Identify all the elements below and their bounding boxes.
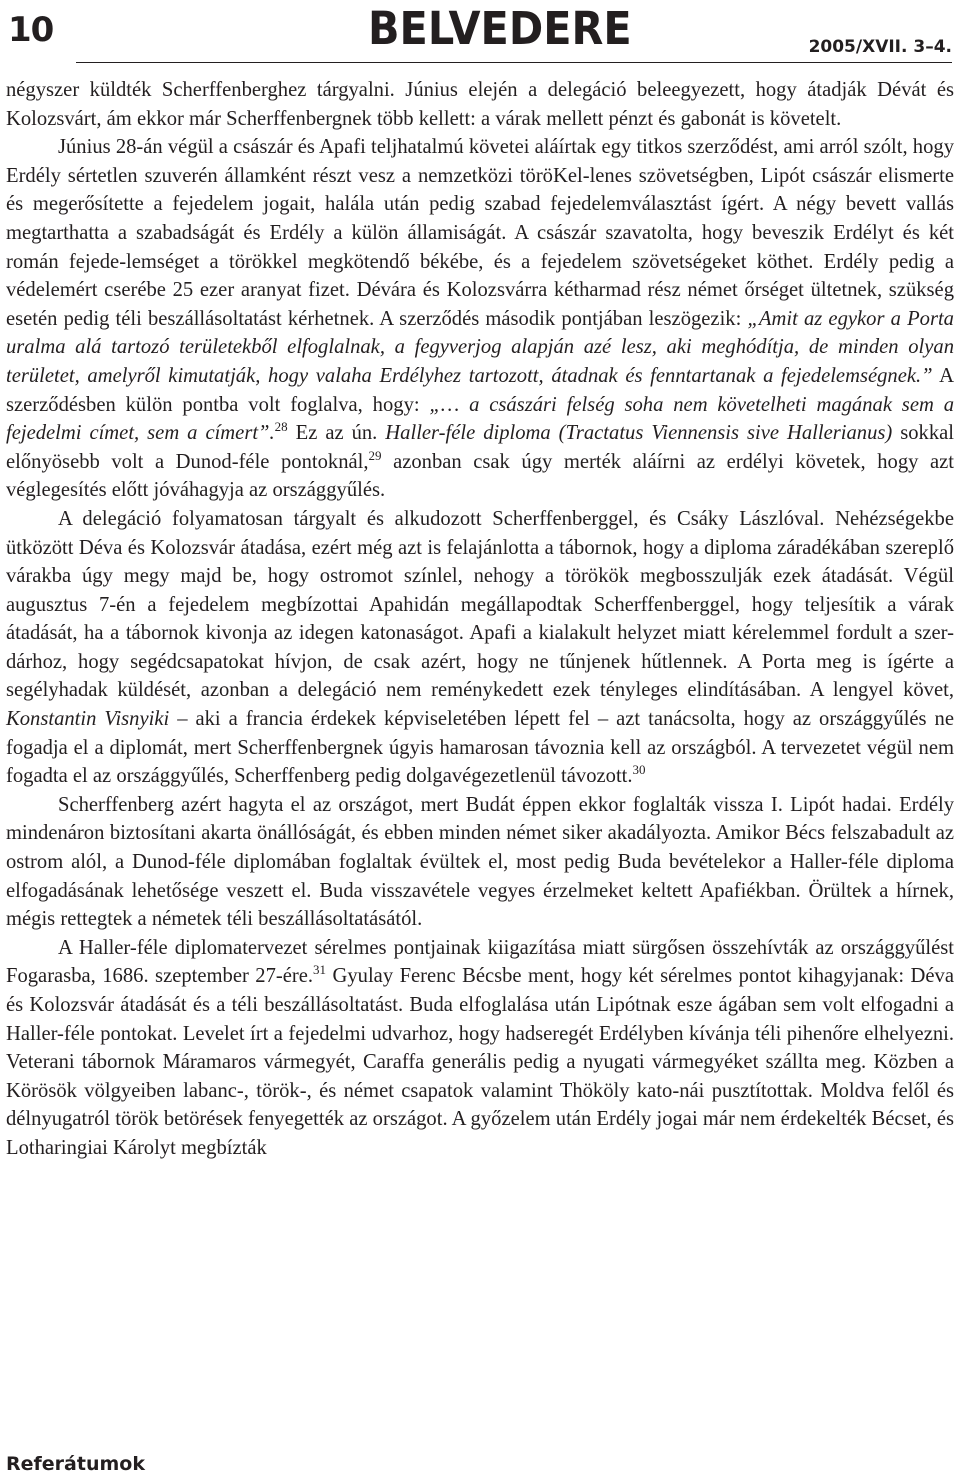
footnote-ref-31: 31: [313, 962, 327, 978]
footnote-ref-29: 29: [368, 447, 382, 463]
header-rule: [76, 62, 952, 63]
issue-number: 2005/XVII. 3–4.: [808, 37, 952, 57]
masthead-logo: BELVEDERE: [368, 2, 632, 55]
quote-2: „… a császári felség soha nem követelheti magának sem a fejedelmi címet, sem a címert”.: [6, 393, 954, 445]
paragraph-2-text-d: sokkal előnyösebb volt a Dunod-féle pontoknál,: [6, 422, 954, 473]
paragraph-3-text-b: – aki a francia érdekek képviseletében lépett fel – azt tanácsolta, hogy az országgyűlés ne fogadja el a diplomát, mert Scherffenbergnek úgyis hamarosan távoznia kell az országból. A tervezetet végül nem fogadta el az országgyűlés, Scherffenberg pedig dolgavégezetlenül távozott.: [6, 708, 954, 788]
paragraph-4: Scherffenberg azért hagyta el az országot, mert Budát éppen ekkor foglalták vissza I. Lipót hadai. Erdély mindenáron biztosítani akarta önállóságát, és ebben minden német siker akadályozta. Amikor Bécs felszabadult az ostrom alól, a Dunod-féle diplomában foglaltak évültek el, most pedig Buda bevételekor a Haller-féle diploma elfogadásának lehetősége veszett el. Buda visszavétele vegyes érzelmeket keltett Apafiékban. Örültek a hírnek, mégis rettegtek a németek téli beszállásoltatásától.: [6, 793, 954, 931]
paragraph-2-text-c: Ez az ún.: [287, 422, 386, 445]
footnote-ref-28: 28: [274, 419, 288, 435]
paragraph-2-text-e: azonban csak úgy merték aláírni az erdélyi követek, hogy azt véglegesítés előtt jóváhagyja az országgyűlés.: [6, 450, 954, 502]
paragraph-3: [6, 505, 954, 791]
person-name: Konstantin Visnyiki: [6, 708, 170, 731]
paragraph-2-text-b: A szerződésben külön pontba volt foglalva, hogy:: [6, 364, 954, 416]
section-footer: Referátumok: [6, 1453, 145, 1475]
paragraph-2: [6, 133, 954, 505]
paragraph-1: négyszer küldték Scherffenberghez tárgyalni. Június elején a delegáció beleegyezett, hogy átadják Dévát és Kolozsvárt, ám ekkor már Scherffenbergnek több kellett: a várak mellett pénzt és gabonát is követelt.: [6, 79, 954, 130]
paragraph-2-text-a: Június 28-án végül a császár és Apafi teljhatalmú követei aláírtak egy titkos szerződést, ami arról szólt, hogy Erdély sértetlen szuverén államként részt vesz a nemzetközi töröKel-lenes szövetségben, Lipót császár elismerte és megerősítette a fejedelem jogait, halála után pedig szabad fejedelemválasztást ígért. A négy bevett vallás megtarthatta a szabadságát és Erdély a külön államiságát. A császár szavatolta, hogy beveszik Erdélyt és két román fejede-lemséget a törökkel megkötendő békébe, és a fejedelem szövetségeket köthet. Erdély pedig a védelemért cserébe 25 ezer aranyat fizet. Dévára és Kolozsvárra kétharmad rész német őrséget ültetnek, szükség esetén pedig téli beszállásoltatást kérhetnek. A szerződés második pontjában leszögezik:: [6, 136, 954, 330]
paragraph-5-text-a: A Haller-féle diplomatervezet sérelmes pontjainak kiigazítása miatt sürgősen összehívták az országgyűlést Fogarasba, 1686. szeptember 27-ére.: [6, 936, 954, 988]
paragraph-5-text-b: Gyulay Ferenc Bécsbe ment, hogy két sérelmes pontot kihagyjanak: Déva és Kolozsvár átadását és a téli beszállásoltatást. Buda elfoglalása után Lipótnak esze ágában sem volt elfogadni a Haller-féle pontokat. Levelet írt a fejedelmi udvarhoz, hogy hadseregét Erdélyben kívánja téli pihenőre elhelyezni. Veterani tábornok Máramaros vármegyét, Caraffa generális pedig a nyugati vármegyéket szállta meg. Közben a Körösök völgyeiben labanc-, török-, és német csapatok valamint Thököly kato-nái pusztítottak. Moldva felől és délnyugatról török betörések fenyegették az országot. A győzelem után Erdély jogai már nem érdekelték Bécset, és Lotharingiai Károlyt megbízták: [6, 965, 954, 1159]
article-body: [6, 76, 954, 1163]
page-header: [0, 0, 960, 72]
quote-1: „Amit az egykor a Porta uralma alá tartozó területekből elfoglalnak, a fegyverjog alapján azé lesz, aki meghódítja, de minden olyan területet, amelyről kimutatják, hogy valaha Erdélyhez tartozott, átadnak és fenntartanak a fejedelemségnek.”: [6, 307, 954, 387]
paragraph-5: [6, 934, 954, 1163]
footnote-ref-30: 30: [632, 762, 646, 778]
paragraph-3-text-a: A delegáció folyamatosan tárgyalt és alkudozott Scherffenberggel, és Csáky Lászlóval. Nehézségekbe ütközött Déva és Kolozsvár átadása, ezért még azt is felajánlotta a tábornok, hogy a diploma záradékában szereplő várakba úgy megy majd be, hogy ostromot színlel, nehogy a törökök megbosszulják ezek átadását. Végül augusztus 7-én a fejedelem megbízottai Apahidán megállapodtak Scherffenberggel, hogy teljesítik a várak átadását, ha a tábornok kivonja az idegen katonaságot. Apafi a kialakult helyzet miatt kérelemmel fordult a szer-dárhoz, hogy segédcsapatokat hívjon, de csak azért, hogy ne tűnjenek hűtlennek. A Porta meg is ígérte a segélyhadak küldését, azonban a delegáció nem reménykedett ezek tényleges elindításában. A lengyel követ,: [6, 507, 954, 702]
page-number: 10: [8, 10, 54, 50]
diploma-title: Haller-féle diploma (Tractatus Viennensis sive Hallerianus): [385, 422, 893, 445]
